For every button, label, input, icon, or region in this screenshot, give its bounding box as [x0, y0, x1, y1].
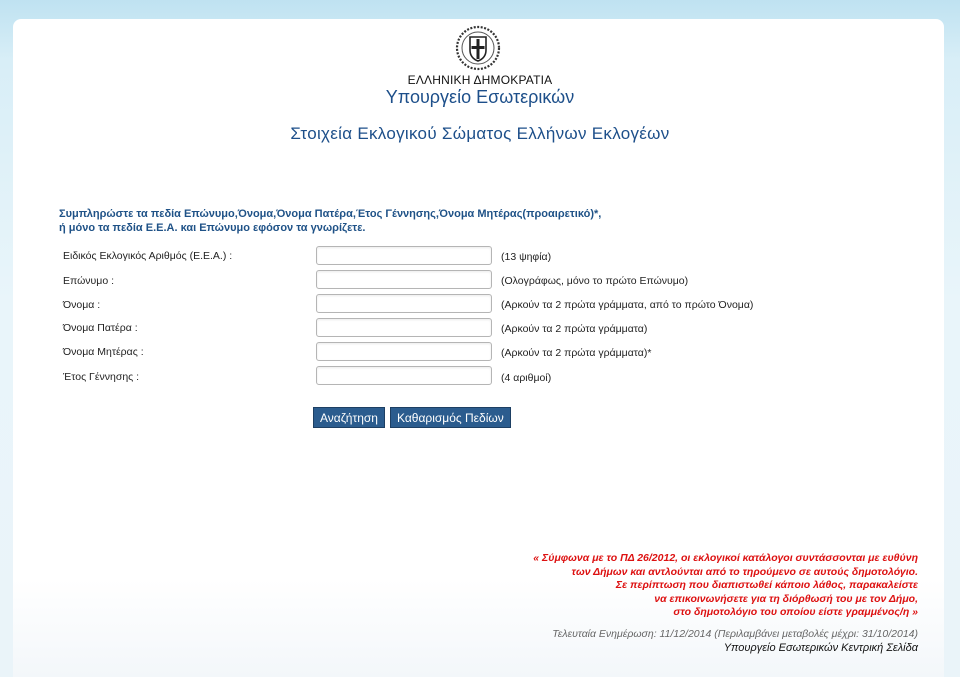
father-name-label: Όνομα Πατέρα :: [63, 322, 138, 334]
mother-name-input[interactable]: [316, 342, 492, 361]
birth-year-input[interactable]: [316, 366, 492, 385]
name-hint: (Αρκούν τα 2 πρώτα γράμματα, από το πρώτο Όνομα): [501, 299, 754, 311]
page-title: Στοιχεία Εκλογικού Σώματος Ελλήνων Εκλογέων: [290, 124, 670, 143]
eea-label: Ειδικός Εκλογικός Αριθμός (Ε.Ε.Α.) :: [63, 250, 233, 262]
surname-label: Επώνυμο :: [63, 275, 115, 287]
republic-heading: ΕΛΛΗΝΙΚΗ ΔΗΜΟΚΡΑΤΙΑ: [407, 73, 553, 87]
search-button[interactable]: Αναζήτηση: [313, 407, 385, 428]
notice-line-4: να επικοινωνήσετε για τη διόρθωσή του με τον Δήμο,: [654, 592, 918, 605]
ministry-home-link[interactable]: Υπουργείο Εσωτερικών Κεντρική Σελίδα: [723, 642, 918, 654]
birth-year-label: Έτος Γέννησης :: [63, 371, 140, 383]
greek-coat-of-arms-icon: [455, 25, 501, 71]
name-input[interactable]: [316, 294, 492, 313]
birth-year-hint: (4 αριθμοί): [501, 372, 552, 384]
notice-line-5: στο δημοτολόγιο του οποίου είστε γραμμένος/η »: [673, 606, 918, 619]
notice-line-1: « Σύμφωνα με το ΠΔ 26/2012, οι εκλογικοί κατάλογοι συντάσσονται με ευθύνη: [533, 552, 918, 564]
instructions: [59, 207, 601, 235]
last-updated: Τελευταία Ενημέρωση: 11/12/2014 (Περιλαμβάνει μεταβολές μέχρι: 31/10/2014): [552, 628, 918, 640]
father-name-input[interactable]: [316, 318, 492, 337]
instructions-line-2: ή μόνο τα πεδία Ε.Ε.Α. και Επώνυμο εφόσον τα γνωρίζετε.: [59, 222, 366, 234]
clear-fields-button[interactable]: Καθαρισμός Πεδίων: [390, 407, 511, 428]
eea-input[interactable]: [316, 246, 492, 265]
notice-line-3: Σε περίπτωση που διαπιστωθεί κάποιο λάθος, παρακαλείστε: [615, 579, 918, 592]
mother-name-label: Όνομα Μητέρας :: [63, 346, 144, 358]
father-name-hint: (Αρκούν τα 2 πρώτα γράμματα): [501, 323, 648, 335]
legal-notice: [458, 552, 918, 620]
ministry-heading: Υπουργείο Εσωτερικών: [385, 87, 575, 107]
eea-hint: (13 ψηφία): [501, 251, 552, 263]
surname-hint: (Ολογράφως, μόνο το πρώτο Επώνυμο): [501, 275, 689, 287]
surname-input[interactable]: [316, 270, 492, 289]
instructions-line-1: Συμπληρώστε τα πεδία Επώνυμο,Όνομα,Όνομα Πατέρα,Έτος Γέννησης,Όνομα Μητέρας(προαιρετικό)*,: [59, 208, 602, 220]
notice-line-2: των Δήμων και αντλούνται από το τηρούμενο σε αυτούς δημοτολόγιο.: [571, 565, 918, 578]
name-label: Όνομα :: [63, 299, 101, 311]
mother-name-hint: (Αρκούν τα 2 πρώτα γράμματα)*: [501, 347, 652, 359]
